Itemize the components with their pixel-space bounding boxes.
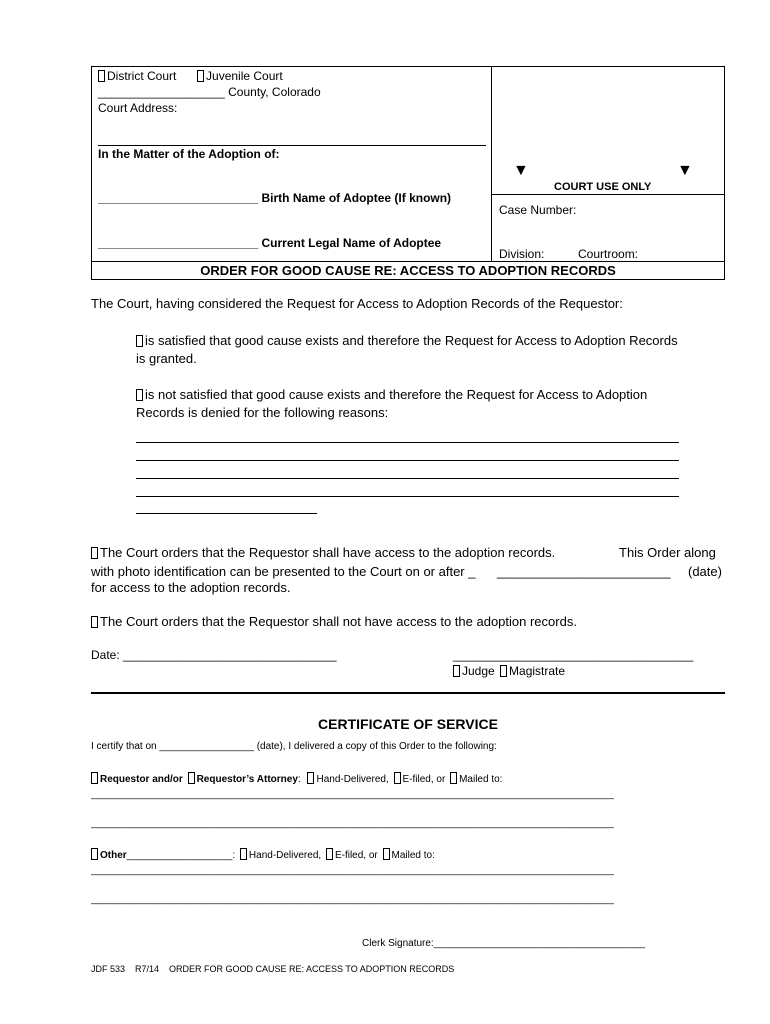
- magistrate-label: Magistrate: [509, 664, 566, 678]
- granted-text-2: is granted.: [136, 351, 197, 366]
- other-address-line-2[interactable]: ______________________________________________________________________________________________: [91, 894, 614, 905]
- option-denied: [136, 387, 647, 402]
- district-court-checkbox[interactable]: [98, 70, 105, 82]
- signature-line[interactable]: ____________________________________: [453, 648, 694, 662]
- no-access-option: [91, 614, 577, 629]
- caption-separator: [98, 145, 486, 146]
- option-granted: [136, 333, 678, 348]
- requestor-address-line-2[interactable]: ______________________________________________________________________________________________: [91, 818, 614, 829]
- court-address-label: Court Address:: [98, 101, 178, 115]
- req-hand-delivered-checkbox[interactable]: [307, 772, 314, 784]
- intro-text: The Court, having considered the Request for Access to Adoption Records of the Requestor:: [91, 296, 623, 311]
- clerk-signature-field[interactable]: Clerk Signature:______________________________________: [362, 938, 646, 949]
- juvenile-court-checkbox[interactable]: [197, 70, 204, 82]
- district-court-label: District Court: [107, 69, 177, 83]
- reason-line-4[interactable]: [136, 496, 679, 497]
- other-label: Other: [100, 850, 127, 861]
- reason-line-1[interactable]: [136, 442, 679, 443]
- other-efiled-label: E-filed, or: [334, 850, 378, 861]
- denied-checkbox[interactable]: [136, 389, 143, 401]
- requestor-address-line-1[interactable]: ______________________________________________________________________________________________: [91, 789, 614, 800]
- other-row: [91, 848, 435, 861]
- reason-line-3[interactable]: [136, 478, 679, 479]
- access-text-2: with photo identification can be presented to the Court on or after _: [91, 564, 476, 579]
- denied-text-2: Records is denied for the following reasons:: [136, 405, 389, 420]
- other-mailed-checkbox[interactable]: [383, 848, 390, 860]
- page-footer: JDF 533 R7/14 ORDER FOR GOOD CAUSE RE: ACCESS TO ADOPTION RECORDS: [91, 964, 455, 974]
- access-option: [91, 545, 555, 560]
- access-date-field[interactable]: ________________________: [497, 564, 671, 579]
- req-hand-delivered-label: Hand-Delivered,: [316, 774, 389, 785]
- reason-line-2[interactable]: [136, 460, 679, 461]
- other-mailed-label: Mailed to:: [391, 850, 435, 861]
- magistrate-checkbox[interactable]: [500, 665, 507, 677]
- birth-name-field[interactable]: ________________________ Birth Name of Adoptee (If known): [98, 191, 452, 205]
- date-field[interactable]: Date: ________________________________: [91, 648, 337, 662]
- other-address-line-1[interactable]: ______________________________________________________________________________________________: [91, 865, 614, 876]
- court-use-only-label: COURT USE ONLY: [554, 181, 652, 193]
- current-name-field[interactable]: ________________________ Current Legal Name of Adoptee: [98, 236, 442, 250]
- access-date-label: (date): [688, 564, 722, 579]
- section-divider: [91, 692, 725, 694]
- arrow-down-icon-right: ▼: [677, 162, 693, 179]
- req-mailed-checkbox[interactable]: [450, 772, 457, 784]
- case-number-label[interactable]: Case Number:: [499, 203, 577, 217]
- other-hand-delivered-checkbox[interactable]: [240, 848, 247, 860]
- county-line: ___________________ County, Colorado: [98, 85, 321, 99]
- page-title: ORDER FOR GOOD CAUSE RE: ACCESS TO ADOPTION RECORDS: [200, 263, 616, 278]
- other-hand-delivered-label: Hand-Delivered,: [248, 850, 322, 861]
- other-checkbox[interactable]: [91, 848, 98, 860]
- access-text-1b: This Order along: [619, 545, 716, 560]
- court-type-row: [98, 69, 283, 83]
- other-efiled-checkbox[interactable]: [326, 848, 333, 860]
- certify-text: I certify that on _________________ (date), I delivered a copy of this Order to the following:: [91, 741, 497, 752]
- reason-line-5[interactable]: [136, 513, 317, 514]
- granted-checkbox[interactable]: [136, 335, 143, 347]
- other-blank[interactable]: ___________________:: [126, 850, 236, 861]
- no-access-text: The Court orders that the Requestor shall not have access to the adoption records.: [100, 614, 577, 629]
- judge-checkbox[interactable]: [453, 665, 460, 677]
- requestor-label: Requestor and/or: [100, 774, 183, 785]
- req-efiled-label: E-filed, or: [402, 774, 446, 785]
- division-label[interactable]: Division:: [499, 247, 545, 261]
- judge-label: Judge: [462, 664, 495, 678]
- req-efiled-checkbox[interactable]: [394, 772, 401, 784]
- caption-divider: [491, 66, 492, 262]
- requestor-attorney-label: Requestor’s Attorney: [196, 774, 298, 785]
- judge-magistrate-row: [453, 664, 565, 678]
- granted-text-1: is satisfied that good cause exists and therefore the Request for Access to Adoption Records: [145, 333, 678, 348]
- arrow-down-icon: ▼: [513, 162, 529, 179]
- access-text-3: for access to the adoption records.: [91, 580, 291, 595]
- access-checkbox[interactable]: [91, 547, 98, 559]
- requestor-checkbox[interactable]: [91, 772, 98, 784]
- no-access-checkbox[interactable]: [91, 616, 98, 628]
- access-text-1: The Court orders that the Requestor shall have access to the adoption records.: [100, 545, 556, 560]
- denied-text-1: is not satisfied that good cause exists and therefore the Request for Access to Adoption: [145, 387, 648, 402]
- court-use-separator: [491, 194, 725, 195]
- juvenile-court-label: Juvenile Court: [206, 69, 283, 83]
- requestor-attorney-checkbox[interactable]: [188, 772, 195, 784]
- requestor-colon: :: [297, 774, 301, 785]
- requestor-row: [91, 772, 502, 785]
- matter-label: In the Matter of the Adoption of:: [98, 147, 280, 161]
- req-mailed-label: Mailed to:: [459, 774, 503, 785]
- certificate-heading: CERTIFICATE OF SERVICE: [318, 716, 498, 732]
- courtroom-label[interactable]: Courtroom:: [578, 247, 639, 261]
